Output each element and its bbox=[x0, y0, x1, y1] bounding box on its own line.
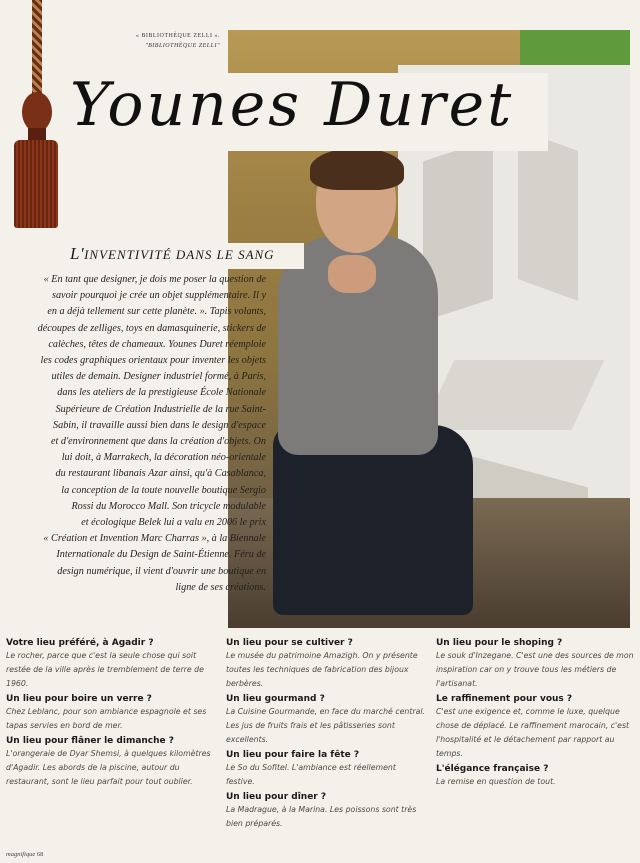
article-line: design numérique, il vient d'ouvrir une boutique en bbox=[57, 565, 266, 577]
photo-caption: « BIBLIOTHÈQUE ZELLI ». bbox=[135, 33, 220, 39]
qa-answer: C'est une exigence et, comme le luxe, quelque chose de déplacé. Le raffinement marocain, c'est l'hospitalité et le détachement par rapport au temps. bbox=[436, 707, 630, 758]
qa-answer: La remise en question de tout. bbox=[436, 777, 556, 786]
qa-item bbox=[226, 693, 426, 747]
shelf-cell bbox=[518, 129, 578, 301]
qa-question: Un lieu pour dîner ? bbox=[226, 792, 327, 802]
qa-item bbox=[436, 637, 636, 691]
magazine-name: magnifique bbox=[6, 851, 36, 858]
section-heading bbox=[70, 244, 275, 264]
article-line: Supérieure de Création Industrielle de la rue Saint- bbox=[55, 403, 266, 415]
qa-answer: Le rocher, parce que c'est la seule chose qui soit restée de la ville après le tremblement de terre de 1960. bbox=[6, 651, 204, 688]
article-line: découpes de zelliges, toys en damasquinerie, stickers de bbox=[37, 322, 266, 334]
qa-answer: La Cuisine Gourmande, en face du marché central. Les jus de fruits frais et les pâtisseries sont excellents. bbox=[226, 707, 426, 744]
qa-item bbox=[6, 693, 214, 733]
article-line: Rossi du Morocco Mall. Son tricycle modulable bbox=[71, 500, 266, 512]
page-number: 68 bbox=[36, 851, 44, 858]
article-line: ligne de ses créations. bbox=[175, 581, 266, 593]
article-line: utiles de demain. Designer industriel formé, à Paris, bbox=[51, 371, 266, 383]
section-heading-text: INVENTIVITÉ DANS LE SANG bbox=[84, 247, 275, 262]
qa-answer: La Madrague, à la Marina. Les poissons sont très bien préparés. bbox=[226, 805, 417, 828]
qa-question: L'élégance française ? bbox=[436, 764, 549, 774]
qa-item bbox=[226, 791, 426, 831]
article-line: Sabin, il travaille aussi bien dans le design d'espace bbox=[53, 419, 266, 431]
qa-question: Un lieu pour faire la fête ? bbox=[226, 750, 360, 760]
qa-answer: Le So du Sofitel. L'ambiance est réellement festive. bbox=[226, 763, 396, 786]
page-title: Younes Duret bbox=[70, 70, 515, 140]
qa-question: Votre lieu préféré, à Agadir ? bbox=[6, 638, 154, 648]
qa-question: Un lieu pour le shoping ? bbox=[436, 638, 563, 648]
qa-item bbox=[6, 637, 214, 691]
article-line: « Création et Invention Marc Charras », à la Biennale bbox=[43, 533, 266, 545]
qa-item bbox=[226, 749, 426, 789]
qa-column-1 bbox=[6, 637, 214, 791]
qa-column-3 bbox=[436, 637, 636, 791]
article-line: en a déjà tellement sur cette planète. ». Tapis volants, bbox=[47, 306, 266, 318]
qa-question: Un lieu gourmand ? bbox=[226, 694, 325, 704]
article-line: Internationale du Design de Saint-Étienne. Féru de bbox=[56, 549, 266, 561]
qa-question: Un lieu pour flâner le dimanche ? bbox=[6, 736, 175, 746]
qa-item bbox=[6, 735, 214, 789]
article-body bbox=[8, 272, 266, 596]
article-line: du restaurant libanais Azar ainsi, qu'à Casablanca, bbox=[55, 468, 266, 480]
qa-item bbox=[436, 693, 636, 761]
tassel-knot bbox=[22, 92, 52, 132]
designer-hair bbox=[310, 148, 404, 190]
designer-hand bbox=[328, 255, 376, 293]
qa-answer: L'orangeraie de Dyar Shemsi, à quelques kilomètres d'Agadir. Les abords de la piscine, autour du restaurant, sont le lieu parfait pour tout oublier. bbox=[6, 749, 211, 786]
page-footer bbox=[6, 851, 43, 858]
article-line: dans les ateliers de la prestigieuse École Nationale bbox=[57, 387, 266, 399]
qa-question: Le raffinement pour vous ? bbox=[436, 694, 573, 704]
qa-column-2 bbox=[226, 637, 426, 833]
article-line: et d'environnement que dans la création d'objets. On bbox=[50, 436, 266, 448]
tassel-fringe bbox=[14, 140, 58, 228]
article-line: lui doit, à Marrakech, la décoration néo-orientale bbox=[61, 452, 266, 464]
qa-answer: Le musée du patrimoine Amazigh. On y présente toutes les techniques de fabrication des bijoux berbères. bbox=[226, 651, 418, 688]
qa-question: Un lieu pour boire un verre ? bbox=[6, 694, 152, 704]
qa-answer: Chez Leblanc, pour son ambiance espagnole et ses tapas servies en bord de mer. bbox=[6, 707, 207, 730]
section-heading-initial: L' bbox=[70, 244, 85, 263]
qa-answer: Le souk d'Inzegane. C'est une des sources de mon inspiration car on y trouve tous les métiers de l'artisanat. bbox=[436, 651, 634, 688]
article-line: la conception de la toute nouvelle boutique Sergio bbox=[61, 484, 266, 496]
photo-caption-translation: "BIBLIOTHÈQUE ZELLI" bbox=[145, 43, 220, 49]
article-line: savoir pourquoi je crée un objet supplémentaire. Il y bbox=[52, 290, 266, 302]
article-line: les codes graphiques orientaux pour inventer les objets bbox=[40, 355, 266, 367]
qa-question: Un lieu pour se cultiver ? bbox=[226, 638, 353, 648]
article-line: « En tant que designer, je dois me poser la question de bbox=[43, 274, 266, 285]
qa-item bbox=[436, 763, 636, 789]
article-line: et écologique Belek lui a valu en 2006 le prix bbox=[81, 517, 266, 529]
article-line: calèches, têtes de chameaux. Younes Duret réemploie bbox=[48, 338, 266, 350]
qa-item bbox=[226, 637, 426, 691]
